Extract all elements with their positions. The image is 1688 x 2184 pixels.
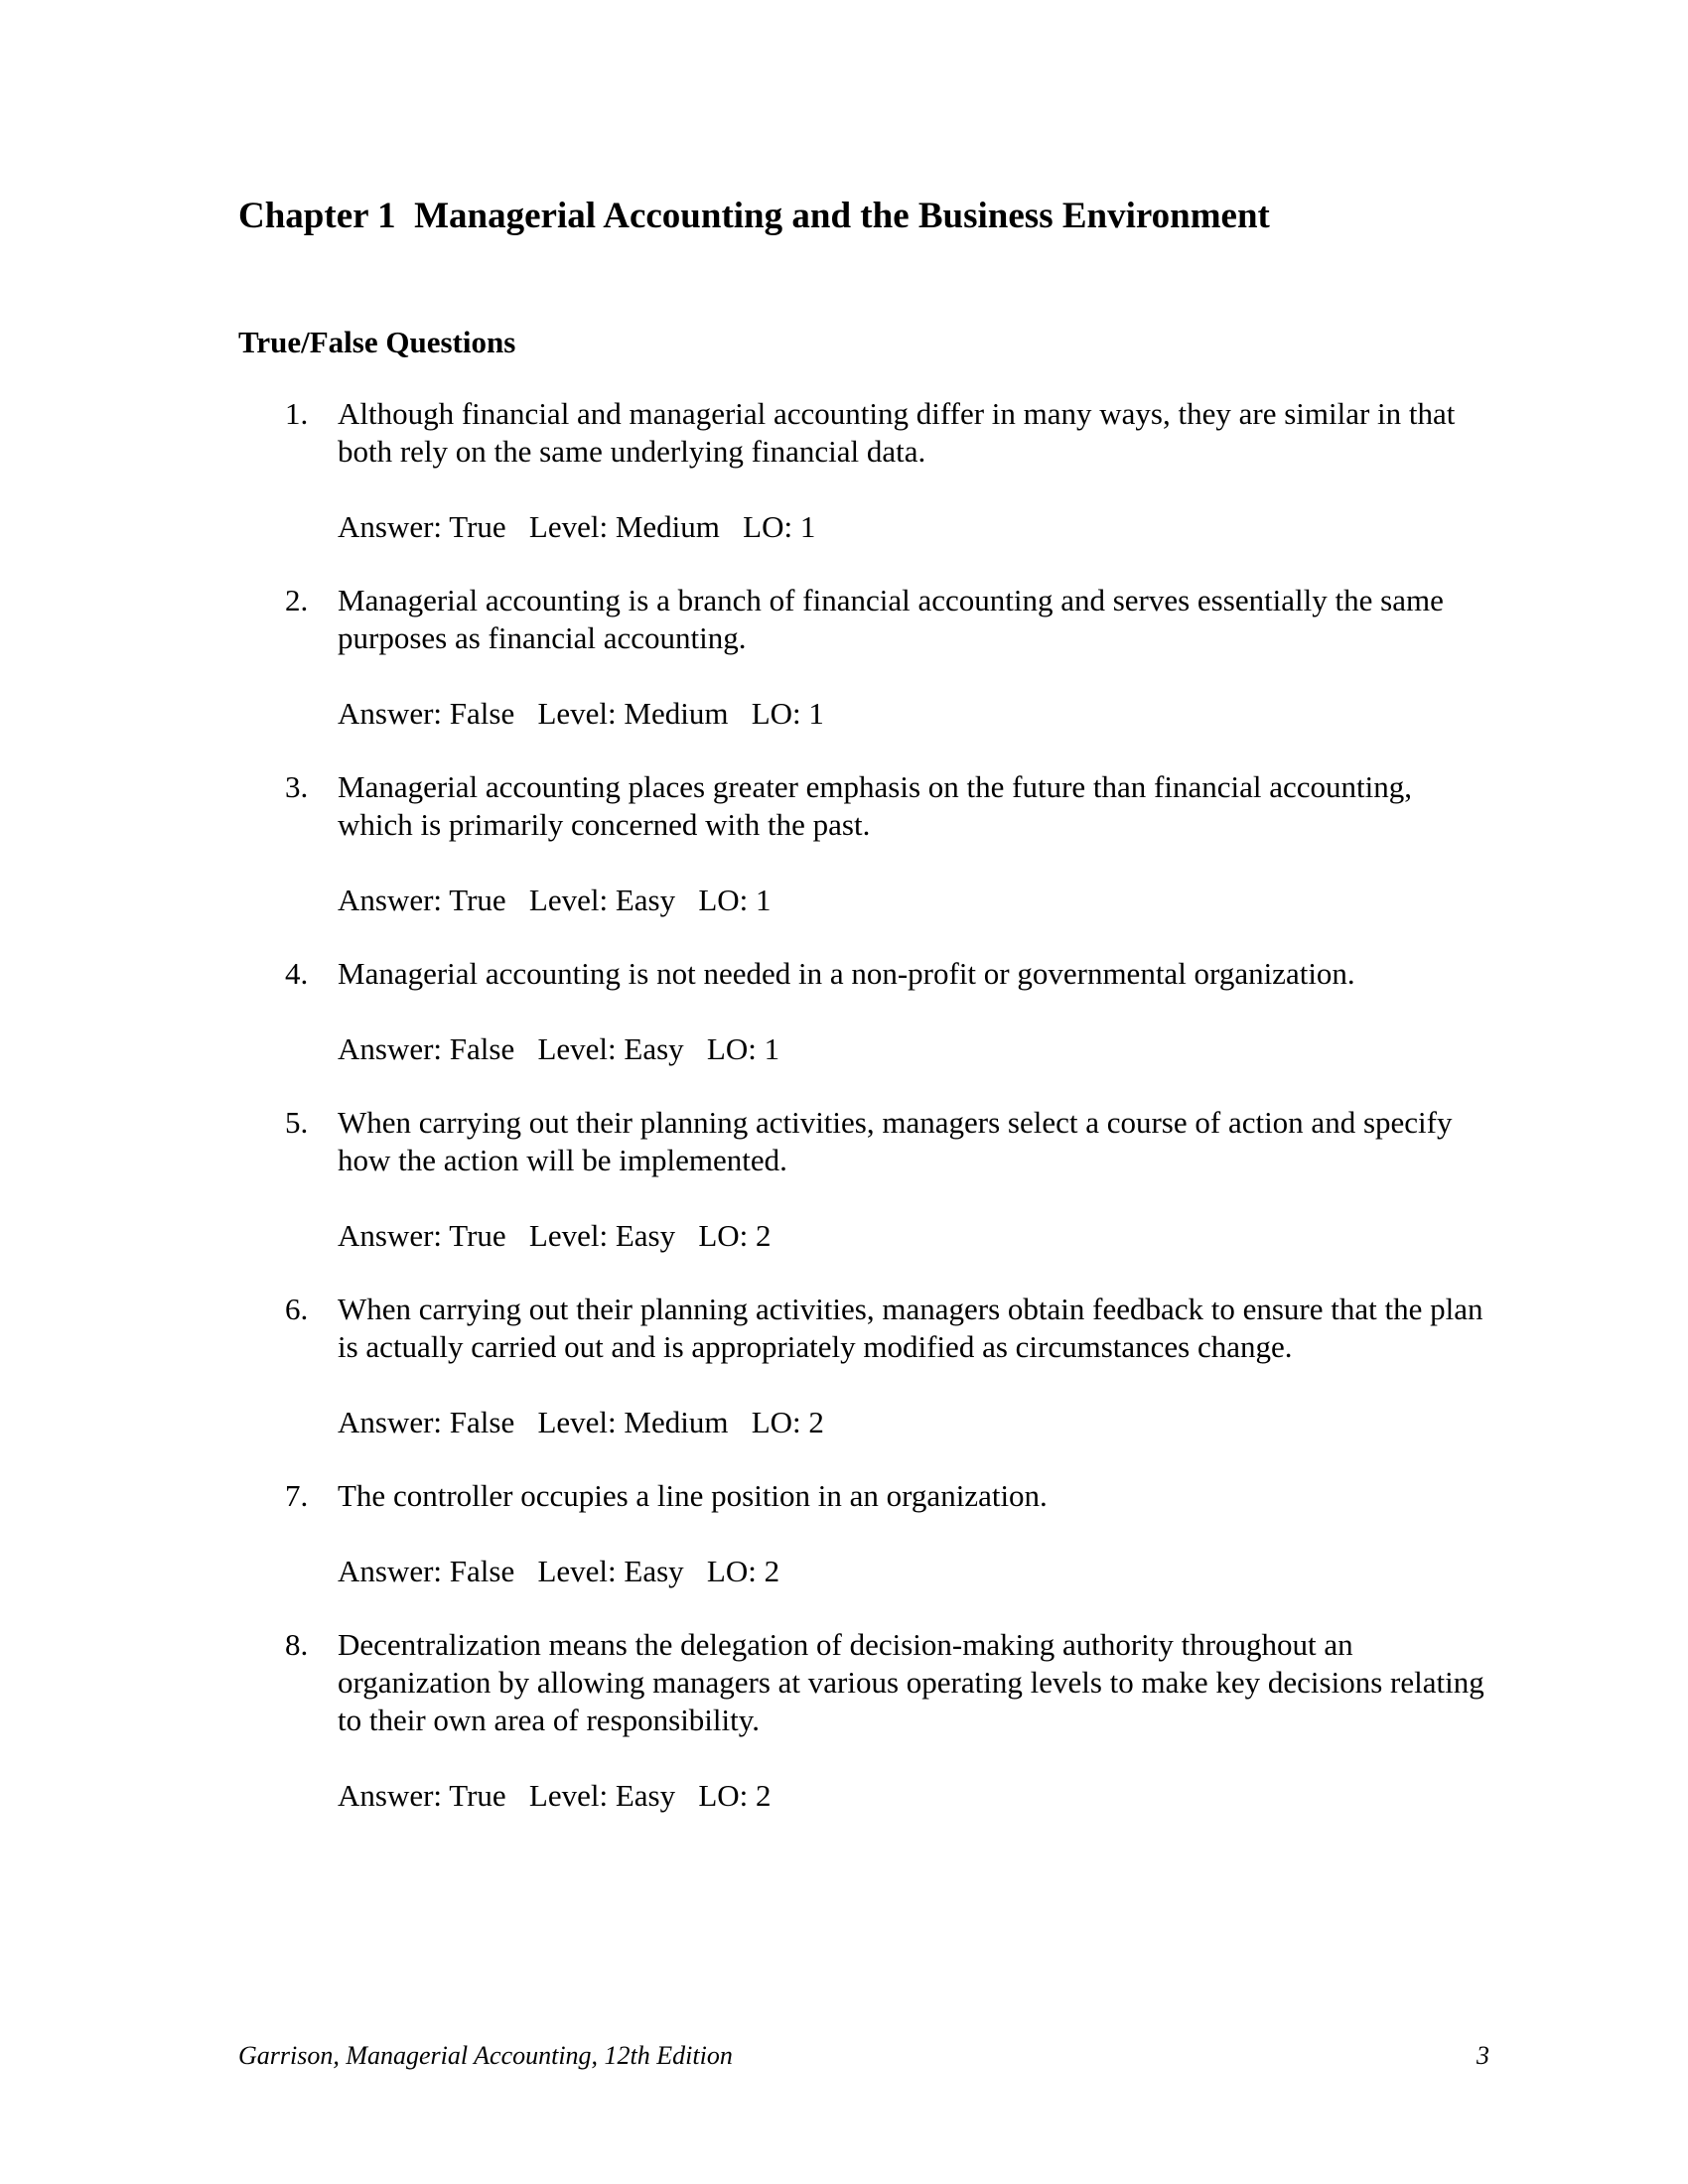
question-answer: Answer: False Level: Medium LO: 1 <box>338 696 824 731</box>
question-answer: Answer: True Level: Easy LO: 1 <box>338 883 772 917</box>
question-item <box>238 955 1489 1068</box>
section-heading: True/False Questions <box>238 325 516 359</box>
question-answer: Answer: True Level: Easy LO: 2 <box>338 1218 772 1253</box>
question-number: 4. <box>285 956 309 991</box>
question-text: Managerial accounting places greater emphasis on the future than financial accounting, which is primarily concerned with the past. <box>338 769 1412 842</box>
question-answer: Answer: False Level: Easy LO: 1 <box>338 1031 780 1066</box>
question-item <box>238 768 1489 919</box>
question-number: 2. <box>285 583 309 617</box>
question-number: 8. <box>285 1627 309 1662</box>
question-item <box>238 582 1489 733</box>
question-answer: Answer: True Level: Medium LO: 1 <box>338 509 816 544</box>
question-item <box>238 1477 1489 1590</box>
question-text: When carrying out their planning activities, managers select a course of action and specify how the action will be implemented. <box>338 1105 1453 1177</box>
question-number: 1. <box>285 396 309 431</box>
footer-source: Garrison, Managerial Accounting, 12th Edition <box>238 2041 733 2070</box>
question-text: Managerial accounting is not needed in a non-profit or governmental organization. <box>338 956 1355 991</box>
page-title: Chapter 1 Managerial Accounting and the Business Environment <box>238 196 1270 236</box>
question-list <box>238 395 1489 1850</box>
question-text: Managerial accounting is a branch of financial accounting and serves essentially the same purposes as financial accounting. <box>338 583 1444 655</box>
question-item <box>238 1291 1489 1441</box>
question-text: Decentralization means the delegation of decision-making authority throughout an organization by allowing managers at various operating levels to make key decisions relating to their own area of responsibility. <box>338 1627 1484 1737</box>
question-answer: Answer: False Level: Easy LO: 2 <box>338 1554 780 1588</box>
question-item <box>238 395 1489 546</box>
question-answer: Answer: True Level: Easy LO: 2 <box>338 1778 772 1813</box>
question-text: The controller occupies a line position in an organization. <box>338 1478 1048 1513</box>
question-answer: Answer: False Level: Medium LO: 2 <box>338 1405 824 1439</box>
footer-page-number: 3 <box>1477 2041 1489 2070</box>
question-text: Although financial and managerial accounting differ in many ways, they are similar in that both rely on the same underlying financial data. <box>338 396 1456 469</box>
question-number: 7. <box>285 1478 309 1513</box>
question-item <box>238 1626 1489 1815</box>
question-number: 5. <box>285 1105 309 1140</box>
question-number: 6. <box>285 1292 309 1326</box>
question-item <box>238 1104 1489 1255</box>
question-number: 3. <box>285 769 309 804</box>
question-text: When carrying out their planning activities, managers obtain feedback to ensure that the plan is actually carried out and is appropriately modified as circumstances change. <box>338 1292 1483 1364</box>
